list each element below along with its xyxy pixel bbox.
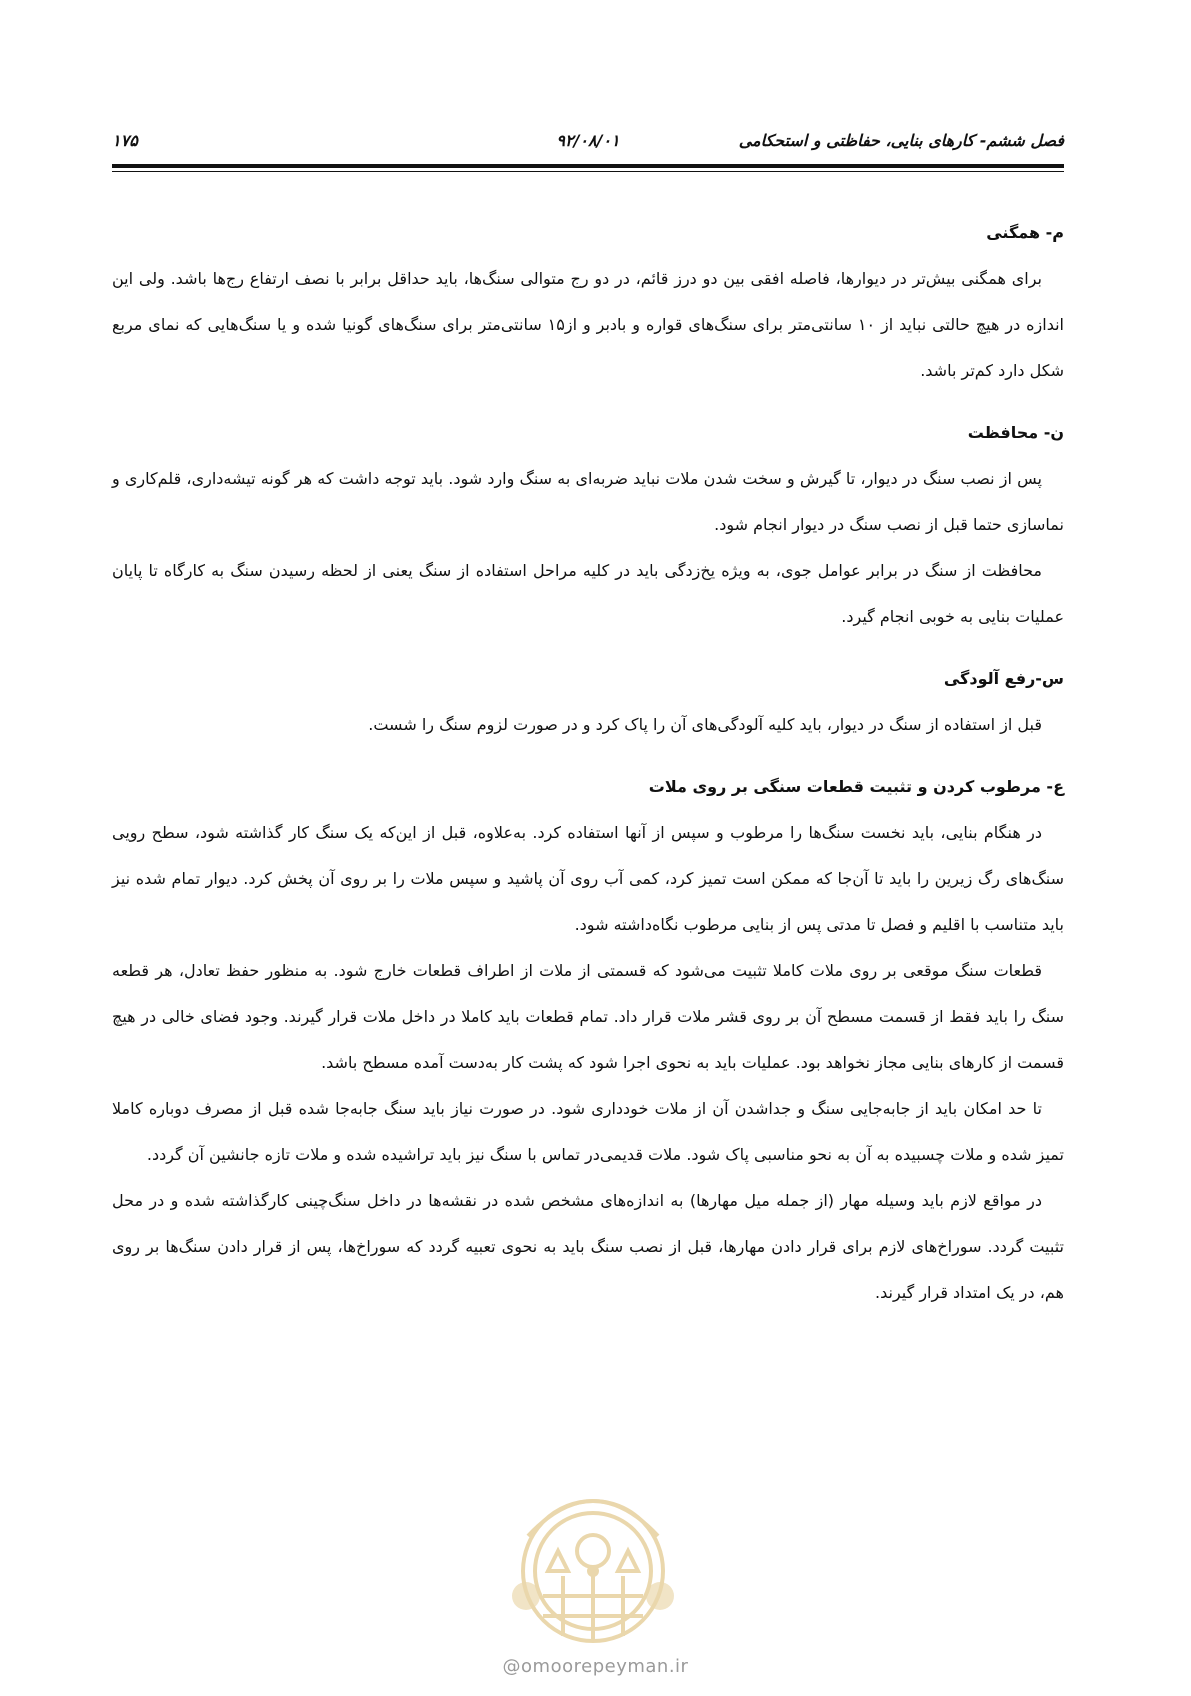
- paragraph: تا حد امکان باید از جابه‌جایی سنگ و جداشدن آن از ملات خودداری شود. در صورت نیاز باید سنگ جابه‌جا شده قبل از مصرف دوباره کاملا تمیز شده و ملات چسبیده به آن به نحو مناسبی پاک شود. ملات قدیمی‌در تماس با سنگ نیز باید تراشیده شده و ملات تازه جانشین آن گردد.: [112, 1099, 1064, 1164]
- section-cleaning: [112, 656, 1064, 748]
- header-rule-thin: [112, 171, 1064, 172]
- watermark-site: @omoorepeyman.ir: [502, 1656, 689, 1677]
- section-wetting-fixing: [112, 764, 1064, 1316]
- section-heading: ع- مرطوب کردن و تثبیت قطعات سنگی بر روی ملات: [648, 777, 1064, 796]
- page-number: ۱۷۵: [112, 131, 138, 150]
- paragraph: پس از نصب سنگ در دیوار، تا گیرش و سخت شدن ملات نباید ضربه‌ای به سنگ وارد شود. باید توجه داشت که هر گونه تیشه‌داری، قلم‌کاری و نماسازی حتما قبل از نصب سنگ در دیوار انجام شود.: [112, 469, 1064, 534]
- section-heading: ن- محافظت: [967, 423, 1064, 442]
- document-body: [112, 210, 1064, 1316]
- paragraph: برای همگنی بیش‌تر در دیوارها، فاصله افقی بین دو درز قائم، در دو رج متوالی سنگ‌ها، باید حداقل برابر با نصف ارتفاع رج‌ها باشد. ولی این اندازه در هیچ حالتی نباید از ۱۰ سانتی‌متر برای سنگ‌های قواره و بادبر و از۱۵ سانتی‌متر برای سنگ‌های گونیا شده و یا سنگ‌هایی که نمای مربع شکل دارد کم‌تر باشد.: [112, 269, 1065, 380]
- section-protection: [112, 410, 1064, 640]
- header-rule-thick: [112, 164, 1064, 168]
- paragraph: قبل از استفاده از سنگ در دیوار، باید کلیه آلودگی‌های آن را پاک کرد و در صورت لزوم سنگ را شست.: [368, 715, 1042, 734]
- section-homogeneity: [112, 210, 1064, 394]
- header-date: ۹۲/۰۸/۰۱: [556, 131, 620, 150]
- section-heading: م- همگنی: [986, 223, 1064, 242]
- paragraph: در هنگام بنایی، باید نخست سنگ‌ها را مرطوب و سپس از آنها استفاده کرد. به‌علاوه، قبل از این‌که یک سنگ کار گذاشته شود، سطح رویی سنگ‌های رگ زیرین را باید تا آن‌جا که ممکن است تمیز کرد، کمی آب روی آن پاشید و سپس ملات را بر روی آن پخش کرد. دیوار تمام شده نیز باید متناسب با اقلیم و فصل تا مدتی پس از بنایی مرطوب نگاه‌داشته شود.: [112, 823, 1064, 934]
- paragraph: قطعات سنگ موقعی بر روی ملات کاملا تثبیت می‌شود که قسمتی از ملات از اطراف قطعات خارج شود. به منظور حفظ تعادل، هر قطعه سنگ را باید فقط از قسمت مسطح آن بر روی قشر ملات قرار داد. تمام قطعات باید کاملا در داخل ملات قرار گیرند. وجود فضای خالی در هیچ قسمت از کارهای بنایی مجاز نخواهد بود. عملیات باید به نحوی اجرا شود که پشت کار به‌دست آمده مسطح باشد.: [112, 961, 1064, 1072]
- chapter-title: فصل ششم- کارهای بنایی، حفاظتی و استحکامی: [738, 131, 1064, 150]
- paragraph: محافظت از سنگ در برابر عوامل جوی، به ویژه یخ‌زدگی باید در کلیه مراحل استفاده از سنگ یعنی از لحظه رسیدن سنگ به کارگاه تا پایان عملیات بنایی به خوبی انجام گیرد.: [112, 561, 1064, 626]
- page-header: [112, 125, 1064, 155]
- paragraph: در مواقع لازم باید وسیله مهار (از جمله میل مهارها) به اندازه‌های مشخص شده در نقشه‌ها در داخل سنگ‌چینی کارگذاشته شده و در محل تثبیت گردد. سوراخ‌های لازم برای قرار دادن مهارها، قبل از نصب سنگ باید به نحوی تعبیه گردد که سوراخ‌ها، پس از قرار دادن سنگ‌ها بر روی هم، در یک امتداد قرار گیرند.: [112, 1191, 1064, 1302]
- section-heading: س-رفع آلودگی: [943, 669, 1064, 688]
